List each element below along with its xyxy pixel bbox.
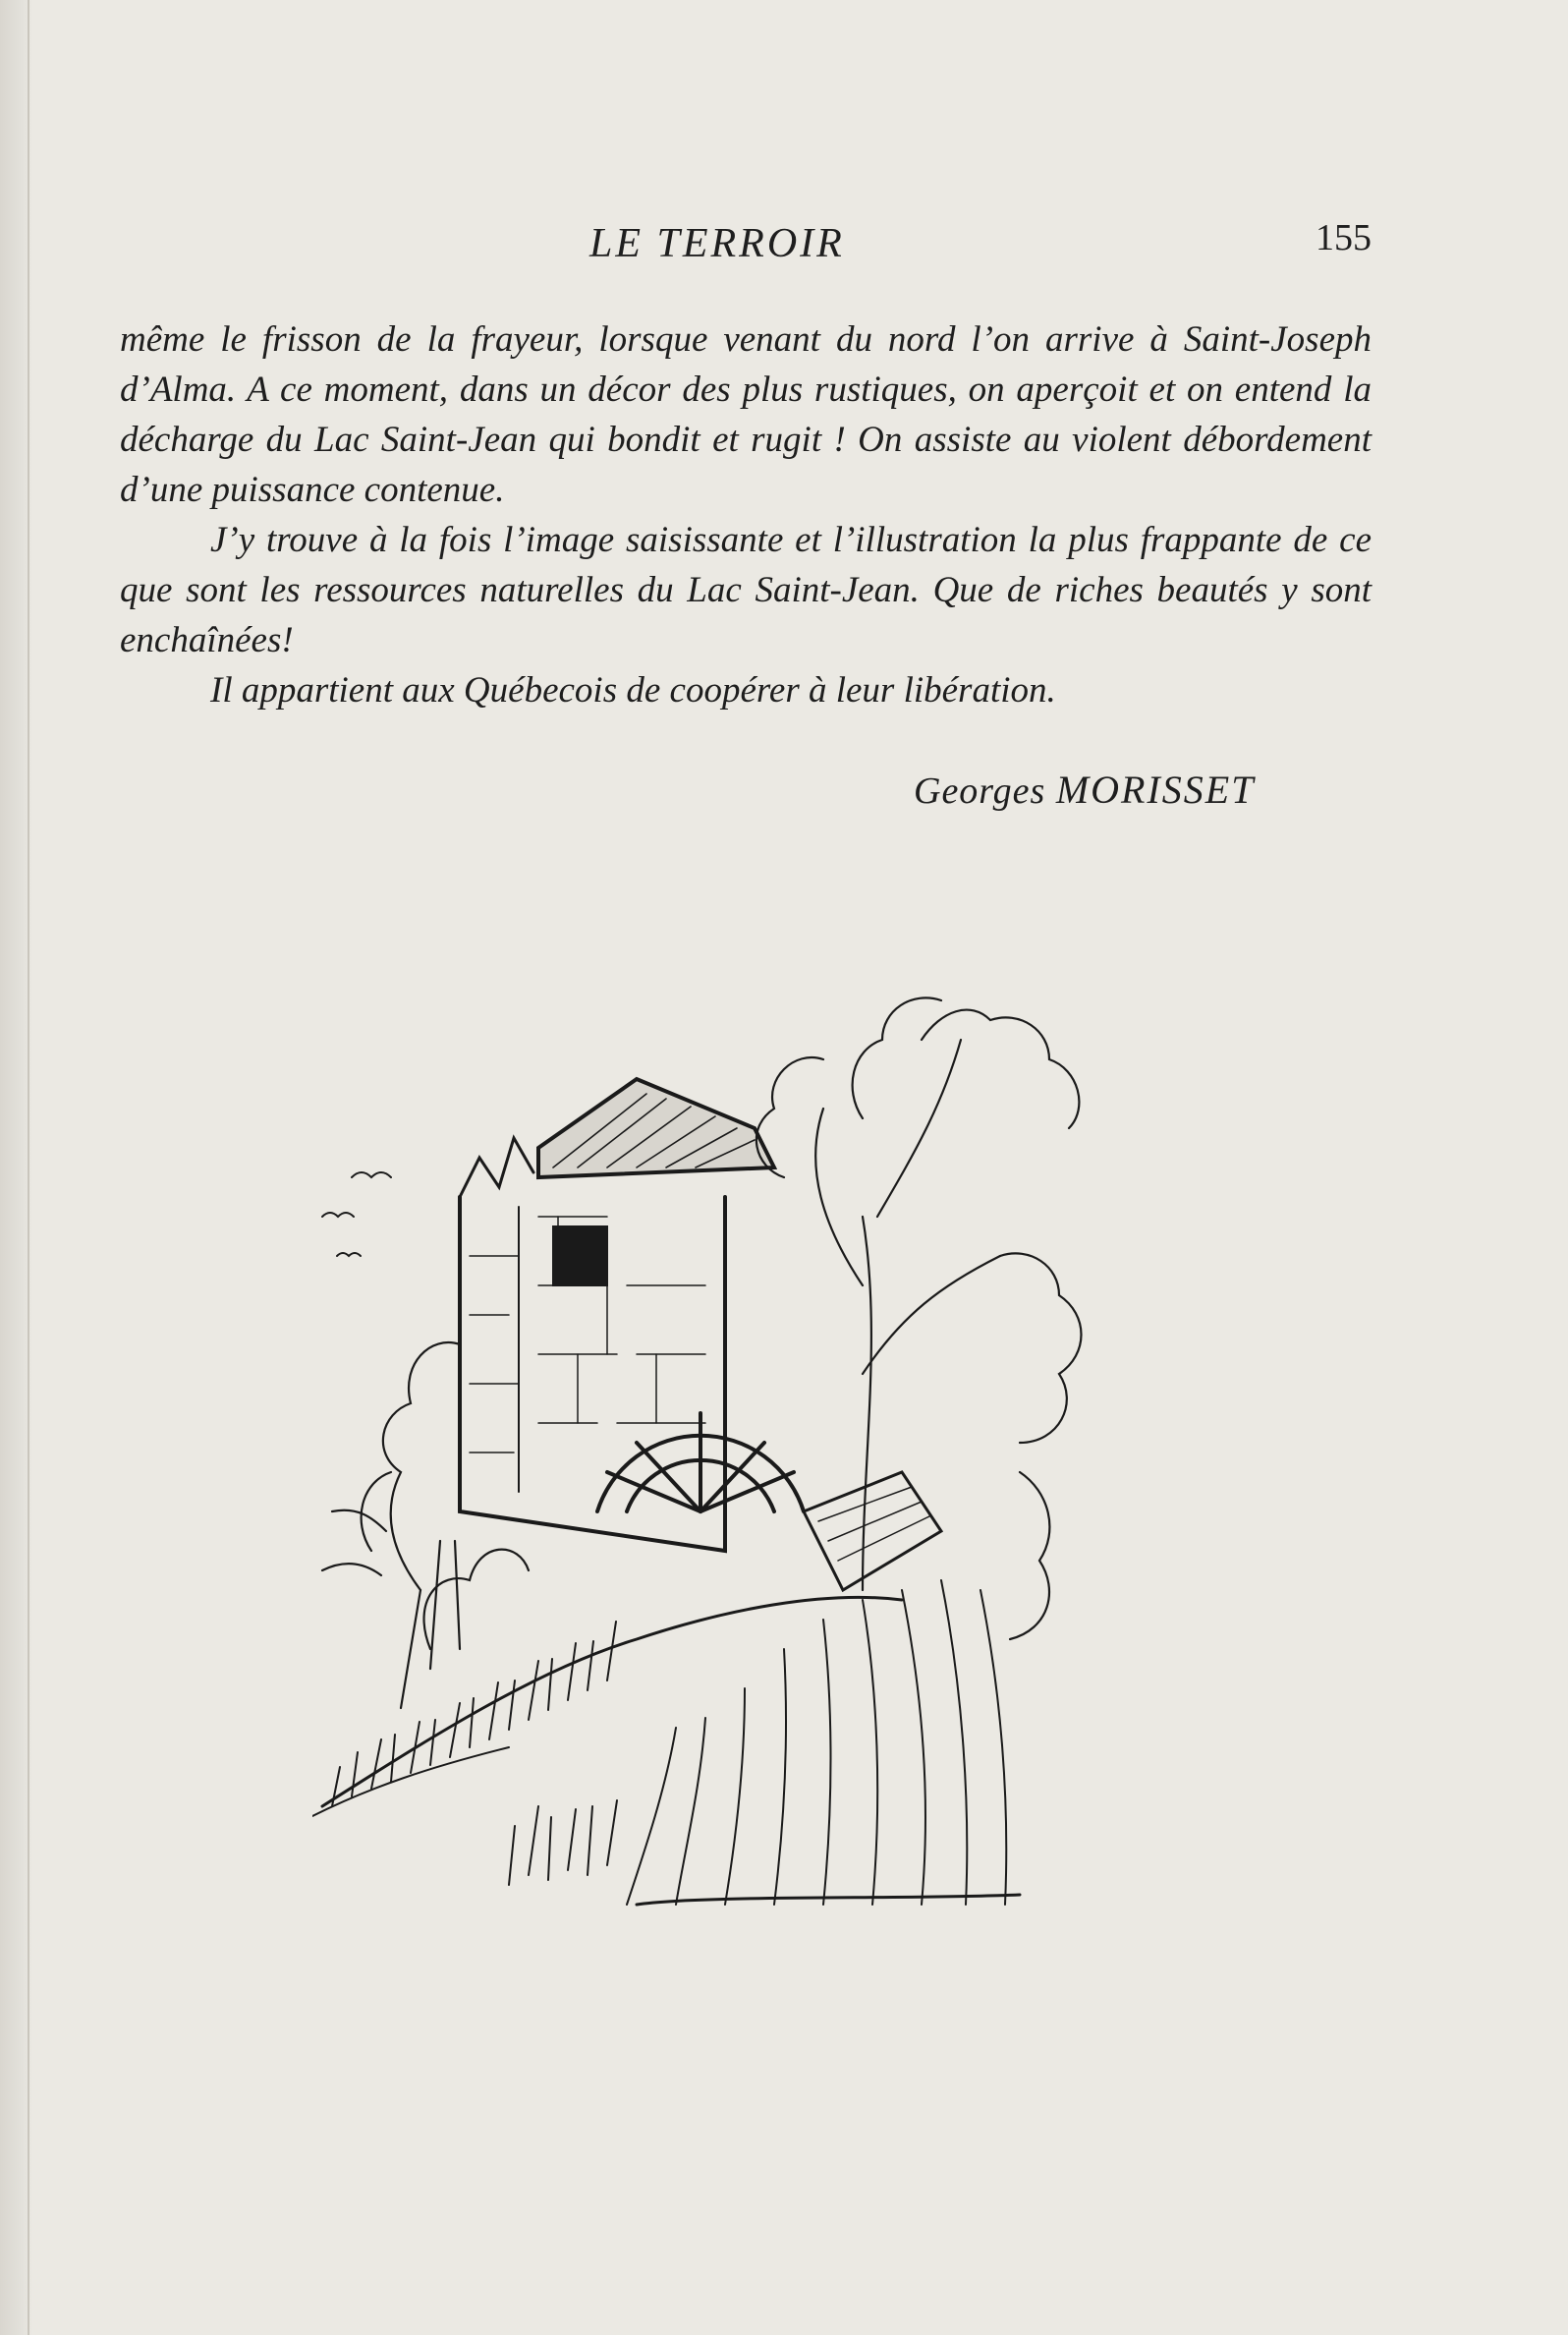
body-text <box>120 314 1372 715</box>
old-mill-waterfall-engraving <box>312 961 1177 1924</box>
page-number: 155 <box>1316 217 1372 258</box>
author-first-name: Georges <box>914 770 1046 812</box>
gutter-line <box>28 0 29 2335</box>
paragraph-3: Il appartient aux Québecois de coopérer à leur libération. <box>210 670 1056 711</box>
running-title: LE TERROIR <box>589 221 845 266</box>
paragraph-2: J’y trouve à la fois l’image saisissante et l’illustration la plus frappante de ce que sont les ressources naturelles du Lac Saint-Jean. Que de riches beautés y sont enchaînées! <box>120 520 1372 660</box>
author-signature <box>914 767 1307 813</box>
paragraph-1: même le frisson de la frayeur, lorsque venant du nord l’on arrive à Saint-Joseph d’Alma. A ce moment, dans un décor des plus rustiques, on aperçoit et on entend la décharge du Lac Saint-Jean qui bondit et rugit ! On assiste au violent débordement d’une puissance contenue. <box>120 319 1372 510</box>
author-last-name: MORISSET <box>1055 768 1256 812</box>
page-header <box>118 216 1372 275</box>
